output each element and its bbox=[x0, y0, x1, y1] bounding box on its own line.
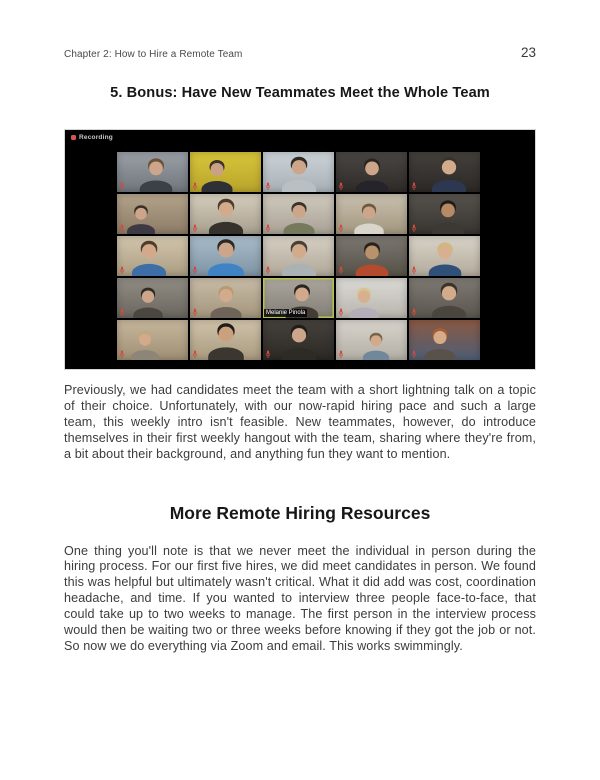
bonus-paragraph: Previously, we had candidates meet the team with a short lightning talk on a topic of their choice. Unfortunately, with our now-rapid hiring pace and such a large team, this weekly intro isn't feasible. New teammates, however, do introduce themselves in their first weekly hangout with the team, sharing where they're from, a bit about their background, and anything fun they want to mention. bbox=[64, 383, 536, 461]
participant-tile bbox=[336, 278, 407, 318]
muted-mic-icon bbox=[192, 266, 198, 274]
participant-tile bbox=[190, 278, 261, 318]
participant-silhouette bbox=[127, 330, 163, 360]
participant-tile bbox=[263, 320, 334, 360]
muted-mic-icon bbox=[338, 182, 344, 190]
muted-mic-icon bbox=[119, 350, 125, 358]
participant-silhouette bbox=[277, 156, 321, 192]
muted-mic-icon bbox=[265, 182, 271, 190]
participant-silhouette bbox=[359, 332, 393, 360]
muted-mic-icon bbox=[338, 308, 344, 316]
participant-tile bbox=[336, 320, 407, 360]
participant-silhouette bbox=[204, 198, 248, 234]
muted-mic-icon bbox=[119, 224, 125, 232]
participant-silhouette bbox=[345, 287, 383, 318]
muted-mic-icon bbox=[119, 308, 125, 316]
participant-silhouette bbox=[123, 204, 159, 234]
muted-mic-icon bbox=[338, 350, 344, 358]
muted-mic-icon bbox=[192, 182, 198, 190]
participant-silhouette bbox=[351, 157, 393, 192]
recording-indicator bbox=[71, 134, 113, 141]
participant-tile bbox=[117, 278, 188, 318]
participant-silhouette bbox=[129, 287, 167, 318]
participant-silhouette bbox=[203, 238, 249, 276]
participant-tile bbox=[336, 152, 407, 192]
recording-label: Recording bbox=[79, 134, 113, 141]
muted-mic-icon bbox=[411, 308, 417, 316]
participant-tile bbox=[263, 236, 334, 276]
resources-section-heading: More Remote Hiring Resources bbox=[169, 502, 431, 523]
participant-silhouette bbox=[203, 322, 249, 360]
participant-tile bbox=[409, 278, 480, 318]
record-dot-icon bbox=[71, 135, 76, 140]
resources-paragraph: One thing you'll note is that we never meet the individual in person during the hiring process. For our first five hires, we did meet candidates in person. We found this was helpful but ultimately wasn't critical. What it did add was cost, coordination headache, and time. If you wanted to interview three people face-to-face, that could take up to two weeks to manage. The first person in the interview process would then be waiting two or three weeks before knowing if they got the job or not. So now we do everything via Zoom and email. This works swimmingly. bbox=[64, 543, 536, 653]
muted-mic-icon bbox=[411, 350, 417, 358]
participant-tile bbox=[190, 194, 261, 234]
participant-silhouette bbox=[427, 282, 471, 318]
muted-mic-icon bbox=[192, 308, 198, 316]
participant-tile bbox=[409, 194, 480, 234]
muted-mic-icon bbox=[411, 182, 417, 190]
muted-mic-icon bbox=[265, 350, 271, 358]
chapter-header: Chapter 2: How to Hire a Remote Team bbox=[64, 49, 243, 60]
participant-tile-active-speaker bbox=[263, 278, 334, 318]
participant-tile bbox=[409, 152, 480, 192]
participant-tile bbox=[409, 320, 480, 360]
muted-mic-icon bbox=[265, 266, 271, 274]
participant-silhouette bbox=[135, 157, 177, 192]
muted-mic-icon bbox=[192, 224, 198, 232]
zoom-call-screenshot bbox=[64, 129, 536, 370]
participant-silhouette bbox=[427, 199, 469, 234]
participant-silhouette bbox=[127, 240, 171, 276]
muted-mic-icon bbox=[338, 224, 344, 232]
participant-tile bbox=[117, 194, 188, 234]
participant-tile bbox=[263, 194, 334, 234]
participant-tile bbox=[117, 236, 188, 276]
participant-silhouette bbox=[350, 203, 388, 234]
page-number: 23 bbox=[520, 45, 536, 60]
participant-silhouette bbox=[424, 241, 466, 276]
video-grid bbox=[117, 152, 480, 360]
participant-silhouette bbox=[420, 327, 460, 360]
participant-tile bbox=[336, 236, 407, 276]
muted-mic-icon bbox=[119, 266, 125, 274]
participant-tile bbox=[190, 236, 261, 276]
muted-mic-icon bbox=[411, 266, 417, 274]
muted-mic-icon bbox=[338, 266, 344, 274]
muted-mic-icon bbox=[192, 350, 198, 358]
participant-silhouette bbox=[427, 156, 471, 192]
participant-silhouette bbox=[279, 201, 319, 234]
participant-tile bbox=[117, 152, 188, 192]
participant-tile bbox=[190, 320, 261, 360]
participant-tile bbox=[190, 152, 261, 192]
muted-mic-icon bbox=[119, 182, 125, 190]
participant-tile bbox=[263, 152, 334, 192]
bonus-section-heading: 5. Bonus: Have New Teammates Meet the Whole Team bbox=[110, 85, 490, 101]
participant-tile bbox=[336, 194, 407, 234]
muted-mic-icon bbox=[265, 224, 271, 232]
participant-silhouette bbox=[277, 240, 321, 276]
participant-silhouette bbox=[351, 241, 393, 276]
muted-mic-icon bbox=[411, 224, 417, 232]
participant-tile bbox=[117, 320, 188, 360]
participant-silhouette bbox=[206, 285, 246, 318]
page-header bbox=[64, 0, 536, 60]
participant-silhouette bbox=[197, 159, 237, 192]
participant-tile bbox=[409, 236, 480, 276]
participant-name-label: Melanie Pinola bbox=[266, 310, 306, 316]
participant-silhouette bbox=[277, 324, 321, 360]
